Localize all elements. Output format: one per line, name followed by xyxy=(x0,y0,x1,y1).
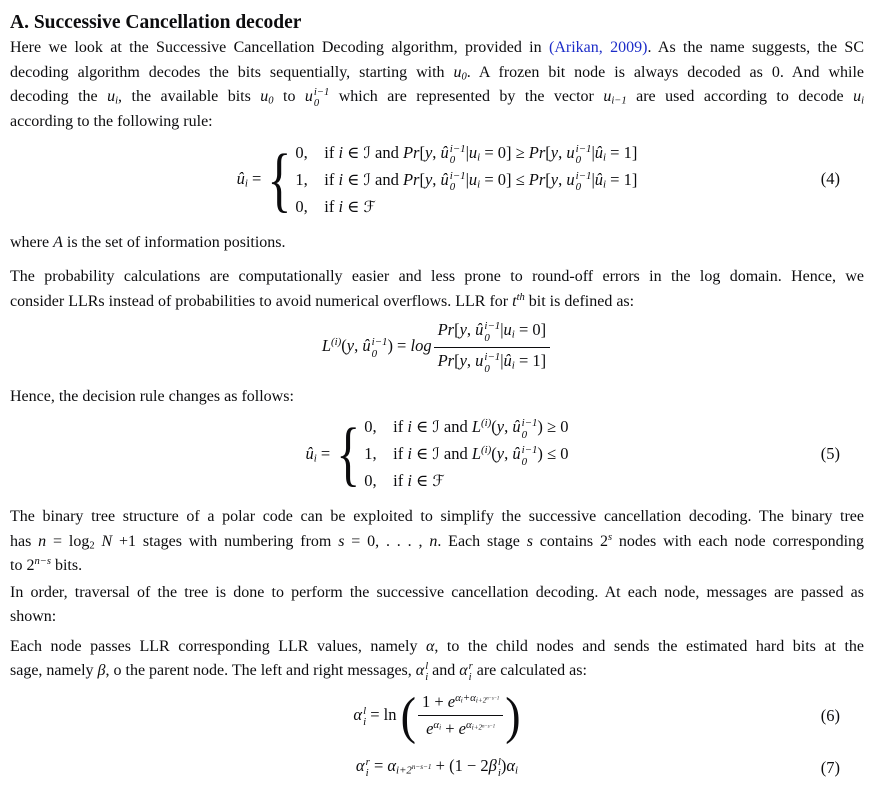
paragraph-hence xyxy=(10,385,864,410)
sup-sub-stack: i−1 0 xyxy=(449,143,466,167)
sup-sub-stack: i−1 0 xyxy=(484,320,501,344)
cases-brace-icon: { xyxy=(267,138,292,220)
sup-sub-stack: i−1 0 xyxy=(521,417,538,441)
case-line: 0, if i ∈ ℐ and Pr[y, û i−1 0 $|u_i = 0] \ge Pr[y$, u i−1 0 $|û_i = 1$] xyxy=(295,143,638,167)
equation-5-cases xyxy=(364,414,568,493)
paragraph-intro xyxy=(10,36,864,134)
text-line: decoding algorithm decodes the bits sequentially, starting with $u_0$. A frozen bit node is always decoded as 0. And while xyxy=(10,63,865,82)
sup-sub-stack: i−1 0 xyxy=(575,143,592,167)
section-heading: A. Successive Cancellation decoder xyxy=(10,12,302,33)
big-paren: ) xyxy=(505,686,521,745)
text-line: The binary tree structure of a polar code can be exploited to simplify the successive cancellation decoding. The binary tree xyxy=(10,508,864,526)
sup-sub-stack: i−1 0 xyxy=(449,169,466,194)
equation-4-lhs: $û_i$ = xyxy=(236,169,262,190)
sup-sub-stack: i−1 0 xyxy=(575,169,592,194)
text-line: Each node passes LLR corresponding LLR values, namely α, to the child nodes and sends the estimated hard bits at the xyxy=(10,637,865,655)
big-paren: ( xyxy=(400,686,416,745)
equation-llr-body: $L^{(i)}(y$, û i−1 0 ) = log Pr[y, û i−1 0 $|u_i = 0$] Pr[y, u i−1 0 $|û_i = 1$] xyxy=(322,320,552,375)
equation-6 xyxy=(10,686,864,745)
case-line: 1, if i ∈ ℐ and Pr[y, û i−1 0 $|u_i = 0] \le Pr[y$, u i−1 0 $|û_i = 1$] xyxy=(295,169,638,194)
sup-sub-stack: i−1 0 xyxy=(371,336,388,360)
text-line: consider LLRs instead of probabilities to avoid numerical overflows. LLR for $t^{th}$ bit is defined as: xyxy=(10,291,635,310)
equation-5 xyxy=(10,414,864,493)
equation-5-number: (5) xyxy=(820,443,840,463)
text-line: according to the following rule: xyxy=(10,112,213,130)
text-line: sage, namely β, o the parent node. The left and right messages, α l i and α r i are calculated as: xyxy=(10,661,587,684)
sup-sub-stack: i−1 0 xyxy=(484,351,501,375)
case-line: 0, if i ∈ ℐ and $L^{(i)}(y$, û i−1 0 ) ≥ 0 xyxy=(364,417,569,441)
sup-sub-stack: l i xyxy=(497,755,501,780)
equation-4-cases xyxy=(295,140,637,219)
text-line: where A is the set of information positions. xyxy=(10,233,286,251)
equation-4 xyxy=(10,140,864,219)
equation-llr xyxy=(10,320,864,375)
paragraph-messages xyxy=(10,635,864,684)
paragraph-traversal xyxy=(10,581,864,630)
sup-sub-stack: r i xyxy=(468,661,473,684)
paragraph-llr-intro xyxy=(10,265,864,314)
sup-sub-stack: l i xyxy=(363,704,367,728)
text-line: The probability calculations are computationally easier and less prone to round-off errors in the log domain. Hence, we xyxy=(10,268,864,286)
equation-5-body xyxy=(306,414,569,493)
text-line: Here we look at the Successive Cancellation Decoding algorithm, provided in (Arikan, 2009). As the name suggests, the SC xyxy=(10,39,865,56)
sup-sub-stack: i−1 0 xyxy=(521,444,538,468)
citation-link[interactable]: (Arikan, 2009) xyxy=(548,39,648,56)
equation-7-body: α r i = $\alpha_{i+2^{n-s-1}} + (1 - 2\beta$ l i )$\alpha_i$ xyxy=(355,755,519,780)
fraction: $\frac{1 + e^{\alpha_i+\alpha_{i+2^{n-s-1}}}}{e^{\alpha_i} + e^{\alpha_{i+2^{n-s-1}}}}$ xyxy=(418,692,503,740)
cases-brace-icon: { xyxy=(336,412,361,494)
text-line: shown: xyxy=(10,608,57,626)
case-line: 1, if i ∈ ℐ and $L^{(i)}(y$, û i−1 0 ) ≤ 0 xyxy=(364,444,569,468)
paragraph-where xyxy=(10,231,864,256)
text-line: to $2^{n-s}$ bits. xyxy=(10,556,83,575)
case-line: 0, if i ∈ ℱ xyxy=(364,471,445,491)
case-line: 0, if i ∈ ℱ xyxy=(295,196,376,216)
equation-5-lhs: $û_i$ = xyxy=(305,443,331,465)
text-line: In order, traversal of the tree is done to perform the successive cancellation decoding. At each node, messages are passed as xyxy=(10,583,864,601)
sup-sub-stack: l i xyxy=(425,661,429,684)
text-line: Hence, the decision rule changes as follows: xyxy=(10,387,294,405)
equation-6-number: (6) xyxy=(820,705,840,725)
equation-6-body: α l i = ln ( $\frac{1 + e^{\alpha_i+\alpha_{i+2^{n-s-1}}}}{e^{\alpha_i} + e^{\alpha_{i+2^{n-s-1}}}}$ ) xyxy=(353,686,521,745)
equation-4-body xyxy=(237,140,638,219)
equation-7 xyxy=(10,756,864,780)
fraction: Pr[y, û i−1 0 $|u_i = 0$] Pr[y, u i−1 0 $|û_i = 1$] xyxy=(434,320,551,375)
text-line: decoding the $u_i$, the available bits $u_0$ to u i−1 0 which are represented by the vector $u_{i-1}$ are used according to decode $u_i$ xyxy=(10,87,865,110)
equation-4-number: (4) xyxy=(820,169,840,189)
paragraph-binary-tree xyxy=(10,505,864,579)
equation-7-number: (7) xyxy=(820,757,840,777)
sup-sub-stack: r i xyxy=(365,755,370,780)
sup-sub-stack: i−1 0 xyxy=(313,87,330,110)
text-line: has $n = \log_2 N +1$ stages with numbering from s = 0, . . . , n. Each stage s contains 2$^s$ nodes with each node corresponding xyxy=(10,531,865,551)
